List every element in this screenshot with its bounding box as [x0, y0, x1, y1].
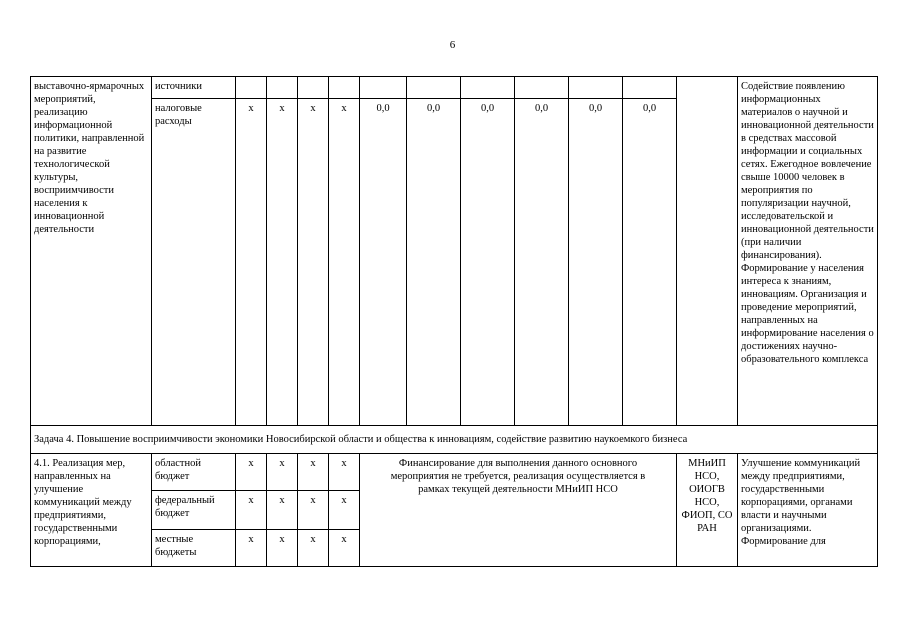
- task-heading: Задача 4. Повышение восприимчивости экономики Новосибирской области и общества к инновациям, содействие развитию наукоемкого бизнеса: [31, 426, 878, 454]
- measure-cell: выставочно-ярмарочных мероприятий, реализацию информационной политики, направленной на развитие технологической культуры, восприимчивости населения к инновационной деятельности: [31, 77, 152, 426]
- x-cell: x: [329, 454, 360, 491]
- source-cell: налоговые расходы: [152, 99, 236, 426]
- amount-cell: 0,0: [407, 99, 461, 426]
- x-cell: x: [267, 491, 298, 530]
- amount-cell: 0,0: [515, 99, 569, 426]
- amount-cell: 0,0: [623, 99, 677, 426]
- amount-cell: 0,0: [360, 99, 407, 426]
- x-cell: x: [267, 530, 298, 567]
- program-table: [30, 76, 878, 567]
- page-number: 6: [449, 39, 456, 51]
- x-cell: x: [298, 530, 329, 567]
- x-cell: x: [267, 99, 298, 426]
- x-cell: x: [329, 530, 360, 567]
- x-cell: x: [267, 454, 298, 491]
- x-cell: x: [298, 454, 329, 491]
- x-cell: x: [236, 99, 267, 426]
- source-cell: областной бюджет: [152, 454, 236, 491]
- x-cell: x: [298, 99, 329, 426]
- executors-cell: МНиИП НСО, ОИОГВ НСО, ФИОП, СО РАН: [677, 454, 738, 567]
- x-cell: x: [298, 491, 329, 530]
- x-cell: x: [329, 99, 360, 426]
- x-cell: x: [329, 491, 360, 530]
- financing-note-text: Финансирование для выполнения данного основного мероприятия не требуется, реализация осуществляется в рамках текущей деятельности МНиИП НСО: [390, 458, 646, 495]
- amount-cell: 0,0: [569, 99, 623, 426]
- x-cell: x: [236, 530, 267, 567]
- source-cell: источники: [152, 77, 236, 99]
- executor-cell: [677, 77, 738, 426]
- result-cell: Содействие появлению информационных материалов о научной и инновационной деятельности в средствах массовой информации и социальных сетях. Ежегодное вовлечение свыше 10000 человек в мероприятия по популяризации научной, исследовательской и инновационной деятельности (при наличии финансирования). Формирование у населения интереса к знаниям, инновациям. Организация и проведение мероприятий, направленных на информирование населения о достижениях научно-образовательного комплекса: [738, 77, 878, 426]
- x-cell: x: [236, 491, 267, 530]
- x-cell: x: [236, 454, 267, 491]
- amount-cell: 0,0: [461, 99, 515, 426]
- source-cell: федеральный бюджет: [152, 491, 236, 530]
- source-cell: местные бюджеты: [152, 530, 236, 567]
- measure-cell: 4.1. Реализация мер, направленных на улучшение коммуникаций между предприятиями, государственными корпорациями,: [31, 454, 152, 567]
- result-cell: Улучшение коммуникаций между предприятиями, государственными корпорациями, органами власти и научными организациями. Формирование для: [738, 454, 878, 567]
- financing-note: [360, 454, 677, 567]
